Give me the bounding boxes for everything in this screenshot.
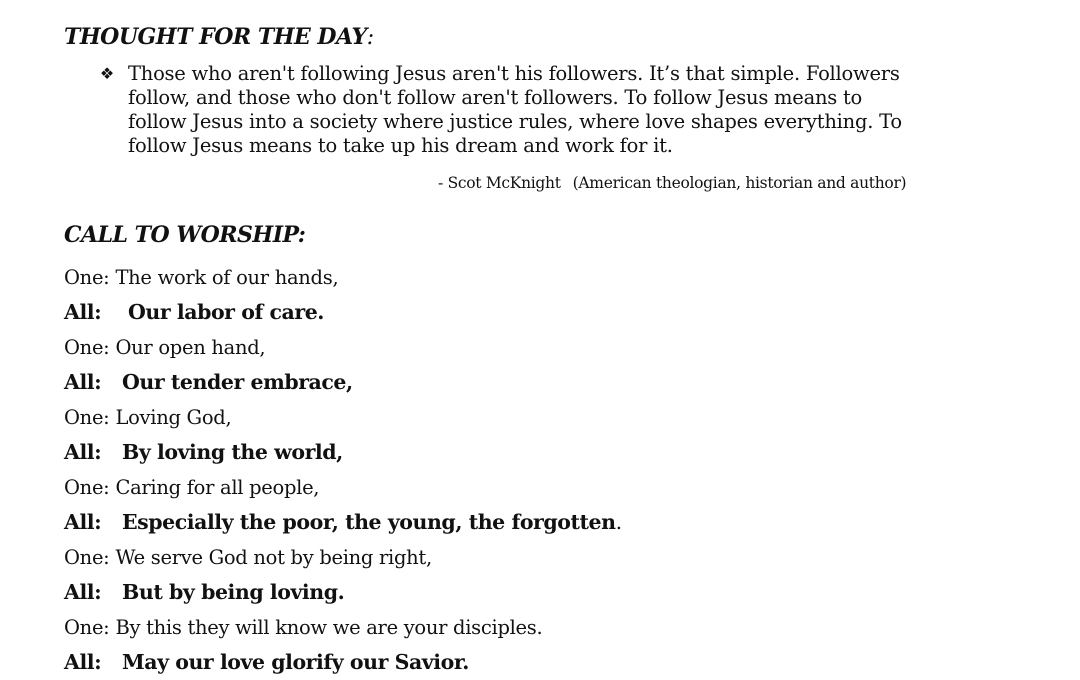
diamond-bullet-icon: ❖ xyxy=(99,64,115,83)
litany-line-leader xyxy=(64,260,1054,295)
attribution-name: - Scot McKnight xyxy=(438,174,561,192)
quote-text xyxy=(128,62,902,158)
quote-attribution xyxy=(438,174,906,192)
litany-line-congregation xyxy=(64,295,1054,330)
litany-line-leader xyxy=(64,540,1054,575)
litany-line-leader xyxy=(64,330,1054,365)
line-text: Caring for all people, xyxy=(115,476,320,499)
line-text: We serve God not by being right, xyxy=(115,546,432,569)
speaker-label: All: xyxy=(64,580,102,604)
thought-heading-text: THOUGHT FOR THE DAY xyxy=(64,24,367,50)
quote-line: follow Jesus into a society where justice rules, where love shapes everything. To xyxy=(128,110,902,133)
litany-line-congregation xyxy=(64,365,1054,400)
speaker-label: One: xyxy=(64,336,110,359)
line-text: Our open hand, xyxy=(115,336,266,359)
thought-heading xyxy=(64,24,374,50)
litany-line-congregation xyxy=(64,505,1054,540)
line-text: May our love glorify our Savior. xyxy=(122,650,469,674)
speaker-label: One: xyxy=(64,266,110,289)
speaker-label: All: xyxy=(64,650,102,674)
thought-heading-colon: : xyxy=(366,25,374,50)
litany-line-congregation xyxy=(64,435,1054,470)
line-text: Our labor of care. xyxy=(128,300,324,324)
litany-line-congregation xyxy=(64,575,1054,610)
speaker-label: One: xyxy=(64,476,110,499)
call-to-worship-litany xyxy=(64,260,1054,680)
attribution-description: (American theologian, historian and author) xyxy=(572,174,907,192)
line-text: By loving the world, xyxy=(122,440,343,464)
litany-line-leader xyxy=(64,470,1054,505)
litany-line-leader xyxy=(64,400,1054,435)
line-trailing-period: . xyxy=(615,510,622,534)
call-to-worship-heading: CALL TO WORSHIP: xyxy=(64,222,306,248)
line-text: By this they will know we are your disciples. xyxy=(115,616,543,639)
speaker-label: One: xyxy=(64,616,110,639)
speaker-label: All: xyxy=(64,370,102,394)
speaker-label: All: xyxy=(64,300,102,324)
line-text: Especially the poor, the young, the forgotten xyxy=(122,510,616,534)
quote-line: follow Jesus means to take up his dream and work for it. xyxy=(128,134,673,157)
speaker-label: All: xyxy=(64,440,102,464)
line-text: The work of our hands, xyxy=(115,266,339,289)
speaker-label: One: xyxy=(64,546,110,569)
line-text: But by being loving. xyxy=(122,580,345,604)
line-text: Loving God, xyxy=(115,406,232,429)
speaker-label: All: xyxy=(64,510,102,534)
quote-line: follow, and those who don't follow aren't followers. To follow Jesus means to xyxy=(128,86,863,109)
quote-line: Those who aren't following Jesus aren't his followers. It’s that simple. Followers xyxy=(128,62,900,85)
line-text: Our tender embrace, xyxy=(122,370,353,394)
speaker-label: One: xyxy=(64,406,110,429)
litany-line-leader xyxy=(64,610,1054,645)
